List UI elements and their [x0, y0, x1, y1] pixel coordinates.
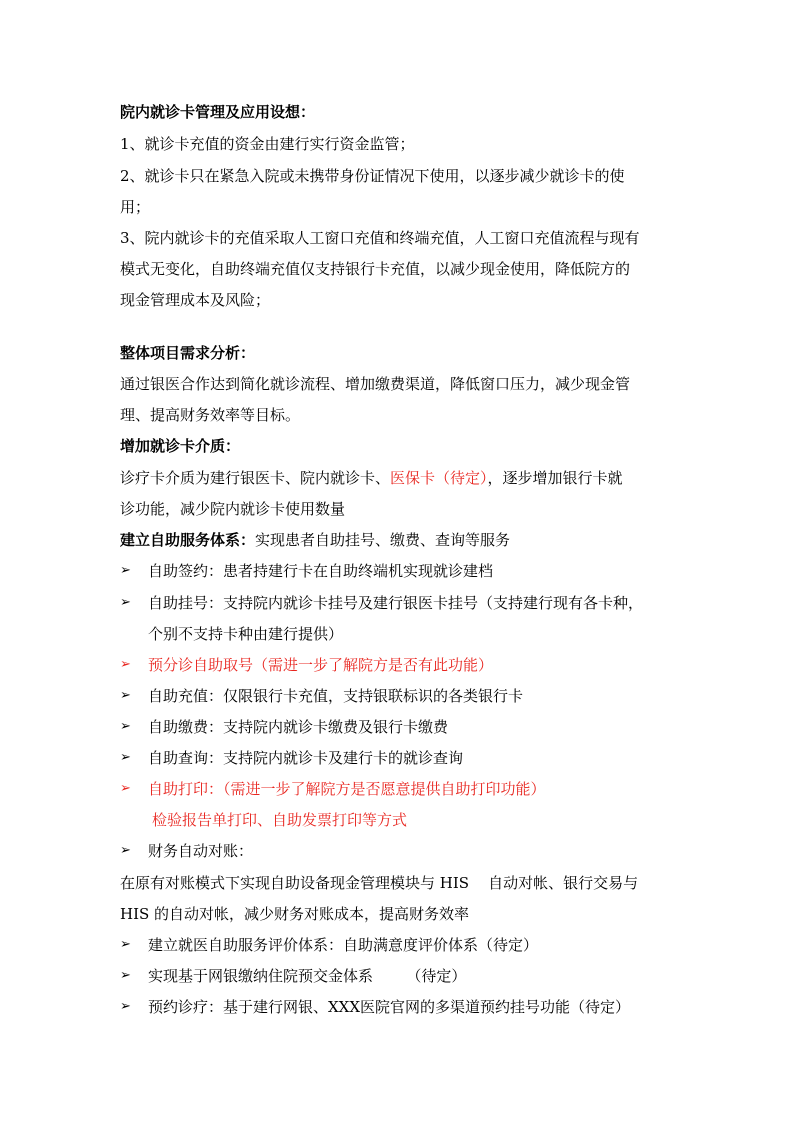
paragraph-line: 理、提高财务效率等目标。: [120, 406, 301, 424]
paragraph-line: 用；: [120, 198, 151, 216]
bullet-item: 自助挂号：支持院内就诊卡挂号及建行银医卡挂号（支持建行现有各卡种，: [148, 594, 644, 612]
bullet-item: 预约诊疗：基于建行网银、XXX医院官网的多渠道预约挂号功能（待定）: [148, 998, 631, 1016]
bullet-item: 建立就医自助服务评价体系：自助满意度评价体系（待定）: [148, 936, 539, 954]
section-title-requirements: 整体项目需求分析：: [120, 344, 256, 362]
bullet-item-highlight: 自助打印：（需进一步了解院方是否愿意提供自助打印功能）: [148, 780, 546, 798]
bullet-item: 实现基于网银缴纳住院预交金体系 （待定）: [148, 967, 467, 985]
pending-note: 医保卡（待定）: [390, 469, 488, 487]
text-run: 诊疗卡介质为建行银医卡、院内就诊卡、: [120, 469, 391, 487]
section-title-card-management: 院内就诊卡管理及应用设想：: [120, 103, 316, 121]
bullet-item: 自助充值：仅限银行卡充值，支持银联标识的各类银行卡: [148, 687, 524, 705]
bullet-item-highlight: 预分诊自助取号（需进一步了解院方是否有此功能）: [148, 656, 494, 674]
bullet-arrow-icon: ➢: [120, 563, 131, 578]
paragraph-line: [120, 468, 623, 488]
section-title-desc: 实现患者自助挂号、缴费、查询等服务: [255, 531, 511, 549]
paragraph-line: 现金管理成本及风险；: [120, 291, 271, 309]
paragraph-line: 诊功能，减少院内就诊卡使用数量: [120, 500, 346, 518]
paragraph-line: 2、就诊卡只在紧急入院或未携带身份证情况下使用，以逐步减少就诊卡的使: [120, 167, 625, 185]
paragraph-line: 模式无变化，自助终端充值仅支持银行卡充值，以减少现金使用，降低院方的: [120, 260, 631, 278]
bullet-arrow-icon: ➢: [120, 999, 131, 1014]
bullet-item: 自助签约：患者持建行卡在自助终端机实现就诊建档: [148, 562, 494, 580]
section-title-self-service: [120, 530, 510, 550]
bullet-item: 自助缴费：支持院内就诊卡缴费及银行卡缴费: [148, 718, 449, 736]
bullet-arrow-icon: ➢: [120, 843, 131, 858]
bullet-arrow-icon: ➢: [120, 719, 131, 734]
bullet-arrow-icon: ➢: [120, 657, 131, 672]
bullet-arrow-icon: ➢: [120, 595, 131, 610]
paragraph-line: 3、院内就诊卡的充值采取人工窗口充值和终端充值，人工窗口充值流程与现有: [120, 229, 640, 247]
bullet-item-continuation: 个别不支持卡种由建行提供）: [148, 625, 344, 643]
bullet-arrow-icon: ➢: [120, 688, 131, 703]
section-title-card-media: 增加就诊卡介质：: [120, 437, 241, 455]
bullet-item: 财务自动对账：: [148, 842, 254, 860]
paragraph-line: HIS 的自动对帐，减少财务对账成本，提高财务效率: [120, 905, 470, 923]
bullet-item-continuation: 检验报告单打印、自助发票打印等方式: [152, 811, 408, 829]
text-run: ，逐步增加银行卡就: [487, 469, 623, 487]
section-title-label: 建立自助服务体系：: [120, 531, 256, 549]
bullet-arrow-icon: ➢: [120, 937, 131, 952]
bullet-arrow-icon: ➢: [120, 750, 131, 765]
paragraph-line: 通过银医合作达到简化就诊流程、增加缴费渠道，降低窗口压力，减少现金管: [120, 375, 631, 393]
bullet-arrow-icon: ➢: [120, 781, 131, 796]
paragraph-line: 1、就诊卡充值的资金由建行实行资金监管；: [120, 135, 415, 153]
paragraph-line: 在原有对账模式下实现自助设备现金管理模块与 HIS 自动对帐、银行交易与: [120, 874, 639, 892]
bullet-item: 自助查询：支持院内就诊卡及建行卡的就诊查询: [148, 749, 464, 767]
bullet-arrow-icon: ➢: [120, 968, 131, 983]
